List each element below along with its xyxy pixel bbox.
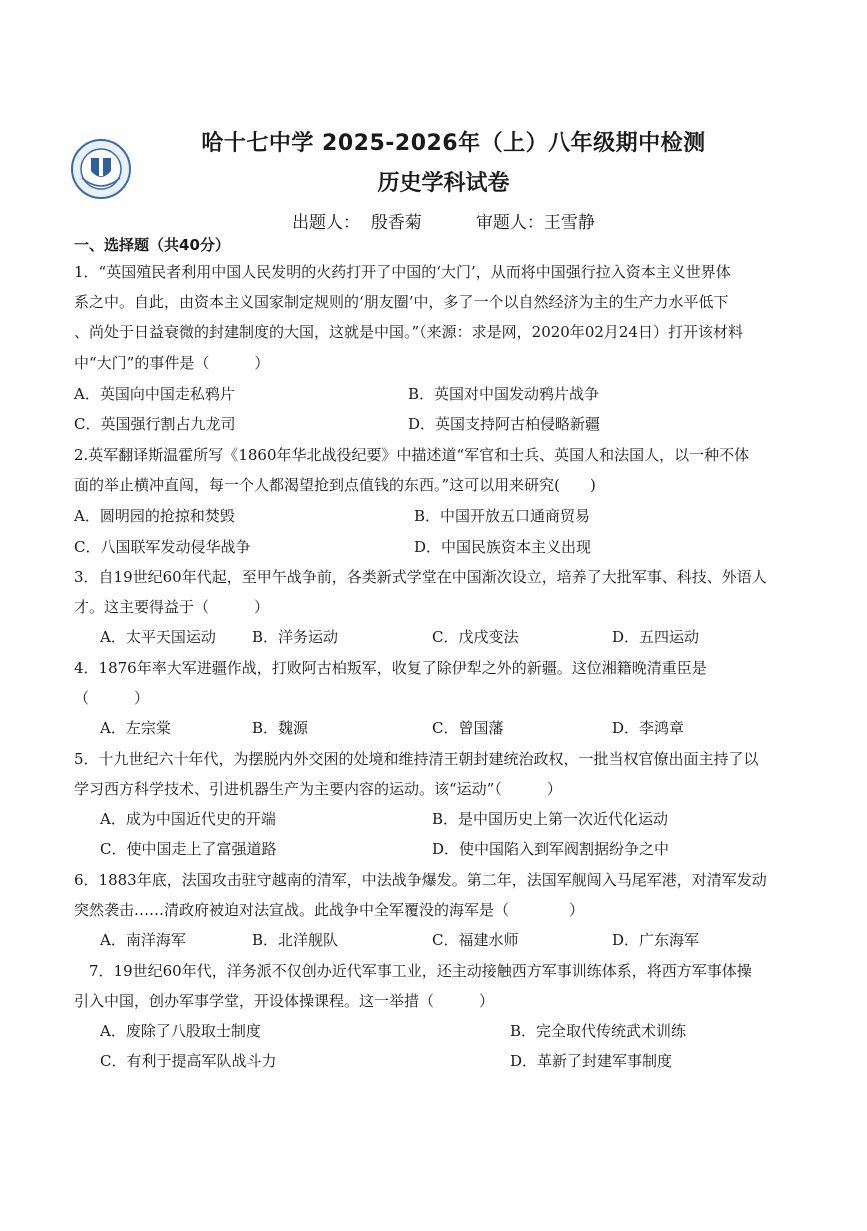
option-c: C．戊戌变法 (432, 628, 519, 646)
option-a: A．圆明园的抢掠和焚毁 (74, 507, 235, 525)
section-heading: 一、选择题（共40分） (74, 236, 230, 254)
question-text-line: 面的举止横冲直闯，每一个人都渴望抢到点值钱的东西。”这可以用来研究( ) (74, 476, 596, 494)
question-text-line: 6．1883年底，法国攻击驻守越南的清军，中法战争爆发。第二年，法国军舰闯入马尾军港，对清军发动 (74, 871, 767, 889)
question-text-line: 引入中国，创办军事学堂，开设体操课程。这一举措（ ） (74, 992, 495, 1010)
option-c: C．英国强行割占九龙司 (74, 415, 236, 433)
option-b: B．英国对中国发动鸦片战争 (408, 385, 600, 403)
option-a: A．成为中国近代史的开端 (100, 810, 276, 828)
option-a: A．废除了八股取士制度 (100, 1022, 261, 1040)
option-b: B．完全取代传统武术训练 (510, 1022, 687, 1040)
option-c: C．八国联军发动侵华战争 (74, 538, 251, 556)
question-text-line: 学习西方科学技术、引进机器生产为主要内容的运动。该“运动”（ ） (74, 780, 562, 798)
exam-title: 哈十七中学 2025-2026年（上）八年级期中检测 (201, 131, 706, 156)
question-text-line: 、尚处于日益衰微的封建制度的大国，这就是中国。”（来源：求是网，2020年02月24日）打开该材料 (74, 323, 744, 341)
question-text-line: 2.英军翻译斯温霍所写《1860年华北战役纪要》中描述道“军官和士兵、英国人和法国人，以一种不体 (74, 446, 750, 464)
exam-subtitle: 历史学科试卷 (377, 171, 510, 196)
question-text-line: 1．“英国殖民者利用中国人民发明的火药打开了中国的‘大门’，从而将中国强行拉入资本主义世界体 (74, 263, 731, 281)
option-b: B．北洋舰队 (252, 931, 339, 949)
question-text-line: 7．19世纪60年代，洋务派不仅创办近代军事工业，还主动接触西方军事训练体系，将西方军事体操 (74, 962, 752, 980)
option-d: D．革新了封建军事制度 (510, 1052, 673, 1070)
question-text-line: 突然袭击……清政府被迫对法宣战。此战争中全军覆没的海军是（ ） (74, 901, 585, 919)
question-text-line: （ ） (74, 689, 150, 707)
option-d: D．李鸿章 (612, 719, 685, 737)
option-b: B．魏源 (252, 719, 309, 737)
option-a: A．左宗棠 (100, 719, 171, 737)
question-text-line: 3．自19世纪60年代起，至甲午战争前，各类新式学堂在中国渐次设立，培养了大批军事、科技、外语人 (74, 568, 767, 586)
question-text-line: 才。这主要得益于（ ） (74, 598, 270, 616)
authors-line (0, 208, 867, 233)
option-d: D．五四运动 (612, 628, 700, 646)
reviewer-label: 审题人： (475, 213, 544, 233)
option-d: D．使中国陷入到军阀割据纷争之中 (432, 840, 670, 858)
option-c: C．福建水师 (432, 931, 519, 949)
question-text-line: 中“大门”的事件是（ ） (74, 354, 270, 372)
option-d: D．中国民族资本主义出现 (414, 538, 592, 556)
option-b: B．是中国历史上第一次近代化运动 (432, 810, 669, 828)
option-c: C．使中国走上了富强道路 (100, 840, 277, 858)
question-text-line: 系之中。自此，由资本主义国家制定规则的‘朋友圈’中，多了一个以自然经济为主的生产力水平低下 (74, 293, 729, 311)
option-d: D．英国支持阿古柏侵略新疆 (408, 415, 601, 433)
reviewer-name: 王雪静 (543, 213, 595, 233)
option-a: A．南洋海军 (100, 931, 186, 949)
author-label: 出题人： (292, 213, 361, 233)
option-c: C．曾国藩 (432, 719, 504, 737)
option-b: B．洋务运动 (252, 628, 339, 646)
author-name: 殷香菊 (370, 213, 422, 233)
option-a: A．英国向中国走私鸦片 (74, 385, 235, 403)
option-c: C．有利于提高军队战斗力 (100, 1052, 277, 1070)
option-b: B．中国开放五口通商贸易 (414, 507, 591, 525)
option-a: A．太平天国运动 (100, 628, 216, 646)
option-d: D．广东海军 (612, 931, 700, 949)
question-text-line: 4．1876年率大军进疆作战，打败阿古柏叛军，收复了除伊犁之外的新疆。这位湘籍晚清重臣是 (74, 659, 707, 677)
question-text-line: 5．十九世纪六十年代，为摆脱内外交困的处境和维持清王朝封建统治政权，一批当权官僚出面主持了以 (74, 750, 759, 768)
